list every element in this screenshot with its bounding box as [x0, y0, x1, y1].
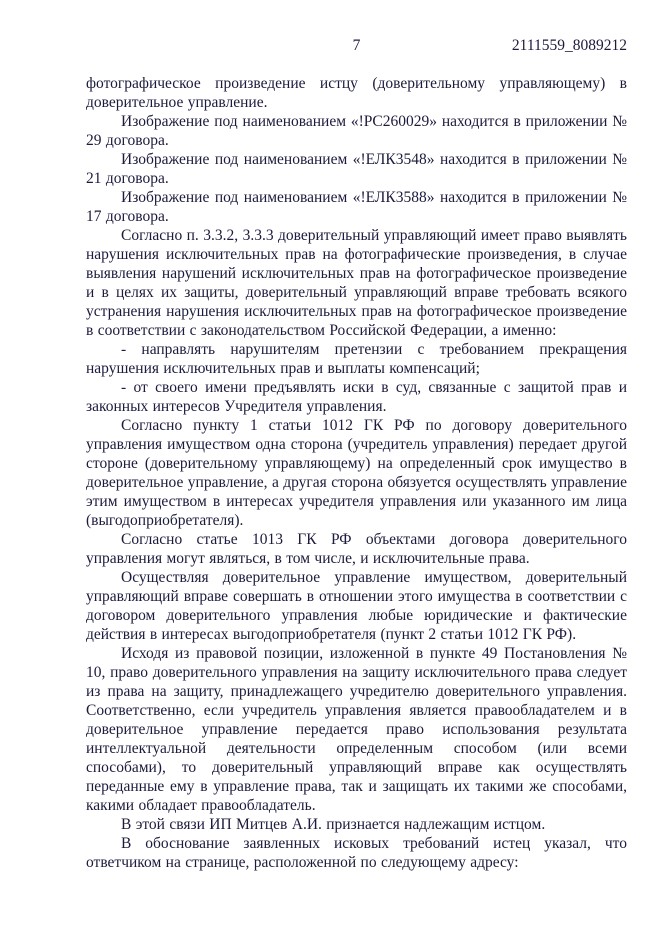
- text-column: [86, 0, 627, 872]
- paragraph: - направлять нарушителям претензии с требованием прекращения нарушения исключительных прав и выплаты компенсаций;: [86, 341, 627, 377]
- paragraph: Согласно п. 3.3.2, 3.3.3 доверительный управляющий имеет право выявлять нарушения исключительных прав на фотографические произведения, в случае выявления нарушений исключительных прав на фотографическое произведение и в целях их защиты, доверительный управляющий вправе требовать всякого устранения нарушения исключительных прав на фотографическое произведение в соответствии с законодательством Российской Федерации, а именно:: [86, 227, 627, 339]
- paragraph: Изображение под наименованием «!ЕЛК3588» находится в приложении № 17 договора.: [86, 189, 627, 225]
- paragraph: В этой связи ИП Митцев А.И. признается надлежащим истцом.: [121, 816, 546, 833]
- document-id: 2111559_8089212: [511, 37, 627, 54]
- paragraph: Изображение под наименованием «!PC260029» находится в приложении № 29 договора.: [86, 113, 627, 149]
- paragraph: Согласно статье 1013 ГК РФ объектами договора доверительного управления могут являться, в том числе, и исключительные права.: [86, 531, 627, 567]
- page-number: 7: [352, 37, 361, 54]
- paragraph: Исходя из правовой позиции, изложенной в пункте 49 Постановления № 10, право доверительного управления на защиту исключительного права следует из права на защиту, принадлежащего учредителю доверительного управления. Соответственно, если учредитель управления является правообладателем и в доверительное управление передается право использования результата интеллектуальной деятельности определенным способом (или всеми способами), то доверительный управляющий вправе как осуществлять переданные ему в управление права, так и защищать их такими же способами, какими обладает правообладатель.: [86, 645, 627, 814]
- document-body: [86, 74, 627, 872]
- paragraph: - от своего имени предъявлять иски в суд, связанные с защитой прав и законных интересов Учредителя управления.: [86, 379, 627, 415]
- page-header: [86, 0, 627, 56]
- paragraph: Согласно пункту 1 статьи 1012 ГК РФ по договору доверительного управления имуществом одна сторона (учредитель управления) передает другой стороне (доверительному управляющему) на определенный срок имущество в доверительное управление, а другая сторона обязуется осуществлять управление этим имуществом в интересах учредителя управления или указанного им лица (выгодоприобретателя).: [86, 417, 627, 529]
- paragraph: Осуществляя доверительное управление имуществом, доверительный управляющий вправе совершать в отношении этого имущества в соответствии с договором доверительного управления любые юридические и фактические действия в интересах выгодоприобретателя (пункт 2 статьи 1012 ГК РФ).: [86, 569, 627, 643]
- paragraph: фотографическое произведение истцу (доверительному управляющему) в доверительное управление.: [86, 75, 627, 111]
- paragraph: В обоснование заявленных исковых требований истец указал, что ответчиком на странице, расположенной по следующему адресу:: [86, 835, 627, 871]
- paragraph: Изображение под наименованием «!ЕЛК3548» находится в приложении № 21 договора.: [86, 151, 627, 187]
